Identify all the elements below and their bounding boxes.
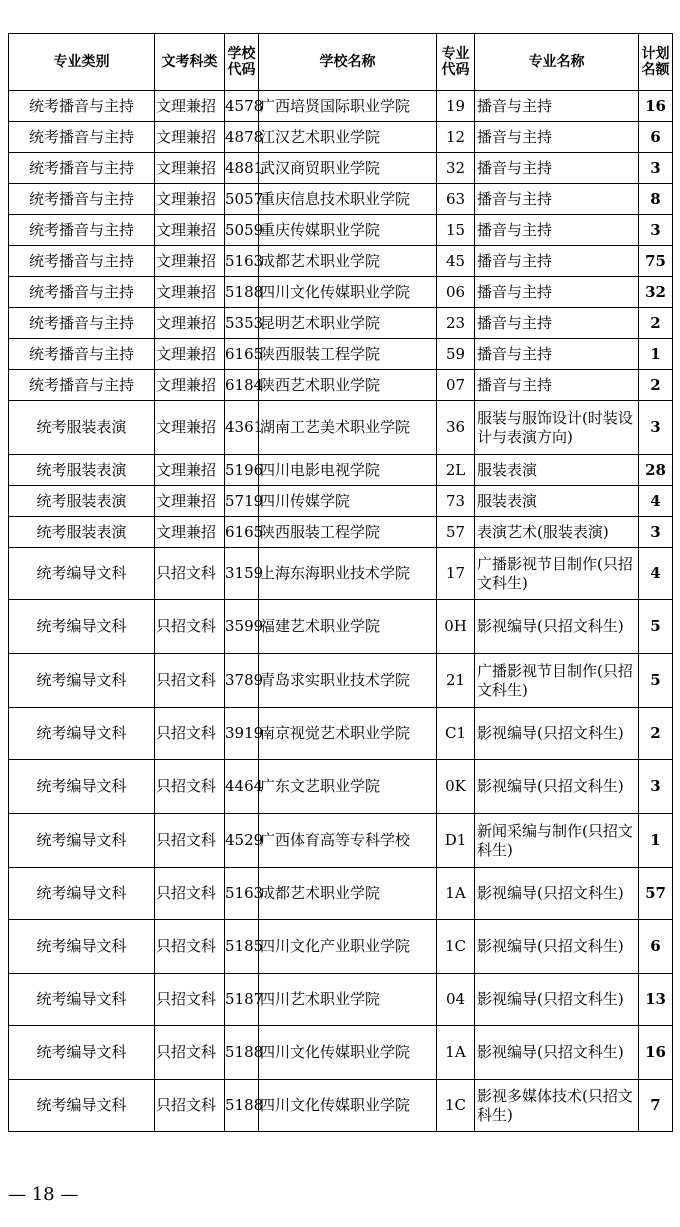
cell-subject-type: 只招文科 <box>155 600 225 654</box>
cell-school-code: 6165 <box>225 517 259 548</box>
cell-school-name: 昆明艺术职业学院 <box>259 308 437 339</box>
table-row <box>9 974 673 1026</box>
cell-category: 统考播音与主持 <box>9 339 155 370</box>
cell-subject-type: 只招文科 <box>155 654 225 708</box>
table-row <box>9 654 673 708</box>
cell-major-name: 影视编导(只招文科生) <box>475 708 639 760</box>
cell-school-code: 6184 <box>225 370 259 401</box>
table-row <box>9 814 673 868</box>
cell-school-code: 5719 <box>225 486 259 517</box>
cell-major-name: 服装表演 <box>475 455 639 486</box>
cell-category: 统考播音与主持 <box>9 370 155 401</box>
cell-major-code: 1A <box>437 1026 475 1080</box>
header-major-code: 专业代码 <box>437 34 475 91</box>
cell-subject-type: 只招文科 <box>155 760 225 814</box>
cell-major-name: 影视编导(只招文科生) <box>475 760 639 814</box>
cell-school-name: 江汉艺术职业学院 <box>259 122 437 153</box>
cell-quota: 2 <box>639 370 673 401</box>
cell-school-name: 四川文化传媒职业学院 <box>259 1026 437 1080</box>
cell-category: 统考编导文科 <box>9 1026 155 1080</box>
cell-major-name: 播音与主持 <box>475 91 639 122</box>
cell-major-code: 19 <box>437 91 475 122</box>
cell-subject-type: 文理兼招 <box>155 308 225 339</box>
cell-school-code: 5188 <box>225 1026 259 1080</box>
cell-school-name: 四川传媒学院 <box>259 486 437 517</box>
table-row <box>9 401 673 455</box>
cell-quota: 7 <box>639 1080 673 1132</box>
cell-quota: 16 <box>639 91 673 122</box>
header-school-code: 学校代码 <box>225 34 259 91</box>
cell-major-name: 新闻采编与制作(只招文科生) <box>475 814 639 868</box>
cell-quota: 57 <box>639 868 673 920</box>
cell-quota: 3 <box>639 760 673 814</box>
table-row <box>9 920 673 974</box>
table-row <box>9 91 673 122</box>
cell-quota: 16 <box>639 1026 673 1080</box>
page-number: — 18 — <box>8 1184 79 1205</box>
cell-school-code: 6165 <box>225 339 259 370</box>
cell-subject-type: 文理兼招 <box>155 246 225 277</box>
cell-quota: 75 <box>639 246 673 277</box>
admission-plan-table <box>8 33 673 1132</box>
cell-category: 统考播音与主持 <box>9 153 155 184</box>
cell-school-code: 4578 <box>225 91 259 122</box>
cell-major-name: 影视编导(只招文科生) <box>475 974 639 1026</box>
table-row <box>9 455 673 486</box>
cell-school-name: 重庆信息技术职业学院 <box>259 184 437 215</box>
cell-school-code: 5163 <box>225 868 259 920</box>
cell-school-name: 陕西艺术职业学院 <box>259 370 437 401</box>
cell-category: 统考编导文科 <box>9 760 155 814</box>
cell-quota: 3 <box>639 153 673 184</box>
cell-major-name: 播音与主持 <box>475 184 639 215</box>
cell-category: 统考播音与主持 <box>9 184 155 215</box>
cell-quota: 2 <box>639 308 673 339</box>
cell-quota: 1 <box>639 339 673 370</box>
cell-school-code: 4878 <box>225 122 259 153</box>
cell-major-name: 播音与主持 <box>475 339 639 370</box>
cell-school-name: 成都艺术职业学院 <box>259 246 437 277</box>
table-row <box>9 517 673 548</box>
header-school-name: 学校名称 <box>259 34 437 91</box>
cell-major-code: C1 <box>437 708 475 760</box>
cell-school-code: 5187 <box>225 974 259 1026</box>
cell-subject-type: 文理兼招 <box>155 486 225 517</box>
cell-major-code: 12 <box>437 122 475 153</box>
cell-major-code: 04 <box>437 974 475 1026</box>
cell-school-name: 陕西服装工程学院 <box>259 339 437 370</box>
cell-school-code: 3599 <box>225 600 259 654</box>
cell-major-name: 播音与主持 <box>475 277 639 308</box>
cell-quota: 6 <box>639 122 673 153</box>
cell-major-name: 播音与主持 <box>475 308 639 339</box>
cell-quota: 3 <box>639 401 673 455</box>
cell-major-code: 1C <box>437 920 475 974</box>
cell-category: 统考服装表演 <box>9 455 155 486</box>
cell-quota: 8 <box>639 184 673 215</box>
cell-major-name: 影视编导(只招文科生) <box>475 1026 639 1080</box>
cell-category: 统考播音与主持 <box>9 122 155 153</box>
cell-quota: 6 <box>639 920 673 974</box>
cell-school-name: 四川电影电视学院 <box>259 455 437 486</box>
table-row <box>9 122 673 153</box>
cell-category: 统考编导文科 <box>9 548 155 600</box>
cell-quota: 5 <box>639 654 673 708</box>
cell-school-name: 武汉商贸职业学院 <box>259 153 437 184</box>
cell-quota: 4 <box>639 486 673 517</box>
cell-school-code: 5163 <box>225 246 259 277</box>
cell-major-code: 07 <box>437 370 475 401</box>
cell-school-name: 湖南工艺美术职业学院 <box>259 401 437 455</box>
cell-school-code: 5188 <box>225 1080 259 1132</box>
header-subject-type: 文考科类 <box>155 34 225 91</box>
cell-school-name: 四川艺术职业学院 <box>259 974 437 1026</box>
cell-category: 统考播音与主持 <box>9 215 155 246</box>
cell-school-name: 青岛求实职业技术学院 <box>259 654 437 708</box>
cell-major-name: 影视编导(只招文科生) <box>475 920 639 974</box>
cell-subject-type: 只招文科 <box>155 920 225 974</box>
cell-category: 统考编导文科 <box>9 1080 155 1132</box>
cell-major-code: 45 <box>437 246 475 277</box>
cell-school-name: 四川文化产业职业学院 <box>259 920 437 974</box>
cell-major-code: 23 <box>437 308 475 339</box>
cell-quota: 1 <box>639 814 673 868</box>
cell-quota: 13 <box>639 974 673 1026</box>
cell-school-name: 成都艺术职业学院 <box>259 868 437 920</box>
cell-school-name: 广东文艺职业学院 <box>259 760 437 814</box>
cell-major-name: 广播影视节目制作(只招文科生) <box>475 654 639 708</box>
cell-major-name: 影视编导(只招文科生) <box>475 600 639 654</box>
cell-subject-type: 只招文科 <box>155 814 225 868</box>
cell-major-name: 播音与主持 <box>475 153 639 184</box>
cell-quota: 32 <box>639 277 673 308</box>
cell-category: 统考服装表演 <box>9 517 155 548</box>
cell-category: 统考编导文科 <box>9 814 155 868</box>
table-row <box>9 308 673 339</box>
cell-major-name: 影视多媒体技术(只招文科生) <box>475 1080 639 1132</box>
cell-school-name: 四川文化传媒职业学院 <box>259 277 437 308</box>
table-row <box>9 868 673 920</box>
cell-subject-type: 文理兼招 <box>155 215 225 246</box>
cell-major-code: 73 <box>437 486 475 517</box>
table-row <box>9 708 673 760</box>
cell-major-code: 57 <box>437 517 475 548</box>
cell-major-code: 21 <box>437 654 475 708</box>
cell-school-code: 5196 <box>225 455 259 486</box>
table-header-row <box>9 34 673 91</box>
cell-school-code: 5059 <box>225 215 259 246</box>
cell-quota: 3 <box>639 215 673 246</box>
cell-subject-type: 只招文科 <box>155 548 225 600</box>
cell-category: 统考编导文科 <box>9 974 155 1026</box>
cell-subject-type: 文理兼招 <box>155 153 225 184</box>
cell-major-code: 0K <box>437 760 475 814</box>
cell-major-code: 1A <box>437 868 475 920</box>
cell-major-name: 播音与主持 <box>475 122 639 153</box>
cell-school-name: 南京视觉艺术职业学院 <box>259 708 437 760</box>
cell-major-name: 播音与主持 <box>475 215 639 246</box>
cell-category: 统考播音与主持 <box>9 91 155 122</box>
header-category: 专业类别 <box>9 34 155 91</box>
cell-category: 统考编导文科 <box>9 868 155 920</box>
cell-major-code: 59 <box>437 339 475 370</box>
cell-category: 统考播音与主持 <box>9 277 155 308</box>
cell-category: 统考播音与主持 <box>9 246 155 277</box>
cell-school-name: 重庆传媒职业学院 <box>259 215 437 246</box>
cell-category: 统考播音与主持 <box>9 308 155 339</box>
cell-subject-type: 文理兼招 <box>155 122 225 153</box>
cell-major-code: 17 <box>437 548 475 600</box>
cell-school-code: 3789 <box>225 654 259 708</box>
table-row <box>9 1080 673 1132</box>
cell-major-name: 服装与服饰设计(时装设计与表演方向) <box>475 401 639 455</box>
table-row <box>9 486 673 517</box>
cell-major-code: 63 <box>437 184 475 215</box>
cell-category: 统考编导文科 <box>9 708 155 760</box>
cell-school-code: 4529 <box>225 814 259 868</box>
cell-subject-type: 文理兼招 <box>155 339 225 370</box>
cell-subject-type: 文理兼招 <box>155 91 225 122</box>
cell-school-name: 福建艺术职业学院 <box>259 600 437 654</box>
cell-quota: 5 <box>639 600 673 654</box>
cell-school-code: 4464 <box>225 760 259 814</box>
cell-school-code: 5188 <box>225 277 259 308</box>
cell-subject-type: 只招文科 <box>155 868 225 920</box>
cell-category: 统考服装表演 <box>9 486 155 517</box>
cell-major-name: 播音与主持 <box>475 370 639 401</box>
table-row <box>9 246 673 277</box>
cell-subject-type: 文理兼招 <box>155 401 225 455</box>
table-row <box>9 600 673 654</box>
table-row <box>9 1026 673 1080</box>
table-row <box>9 370 673 401</box>
cell-school-name: 广西体育高等专科学校 <box>259 814 437 868</box>
cell-school-code: 4361 <box>225 401 259 455</box>
cell-major-code: 32 <box>437 153 475 184</box>
cell-quota: 4 <box>639 548 673 600</box>
cell-major-name: 影视编导(只招文科生) <box>475 868 639 920</box>
cell-category: 统考服装表演 <box>9 401 155 455</box>
cell-school-code: 3919 <box>225 708 259 760</box>
cell-major-code: 0H <box>437 600 475 654</box>
cell-school-code: 4881 <box>225 153 259 184</box>
cell-subject-type: 文理兼招 <box>155 370 225 401</box>
cell-major-code: 36 <box>437 401 475 455</box>
cell-major-name: 广播影视节目制作(只招文科生) <box>475 548 639 600</box>
cell-school-name: 上海东海职业技术学院 <box>259 548 437 600</box>
table-row <box>9 760 673 814</box>
cell-subject-type: 只招文科 <box>155 1026 225 1080</box>
table-row <box>9 548 673 600</box>
table-row <box>9 215 673 246</box>
header-quota: 计划名额 <box>639 34 673 91</box>
cell-major-name: 服装表演 <box>475 486 639 517</box>
cell-major-code: D1 <box>437 814 475 868</box>
cell-school-code: 3159 <box>225 548 259 600</box>
cell-subject-type: 文理兼招 <box>155 277 225 308</box>
cell-subject-type: 文理兼招 <box>155 517 225 548</box>
cell-major-name: 播音与主持 <box>475 246 639 277</box>
cell-major-code: 2L <box>437 455 475 486</box>
cell-subject-type: 只招文科 <box>155 708 225 760</box>
cell-school-code: 5185 <box>225 920 259 974</box>
cell-subject-type: 只招文科 <box>155 974 225 1026</box>
table-row <box>9 339 673 370</box>
header-major-name: 专业名称 <box>475 34 639 91</box>
cell-quota: 3 <box>639 517 673 548</box>
table-row <box>9 184 673 215</box>
cell-quota: 2 <box>639 708 673 760</box>
table-row <box>9 277 673 308</box>
cell-school-code: 5353 <box>225 308 259 339</box>
cell-category: 统考编导文科 <box>9 920 155 974</box>
cell-school-name: 陕西服装工程学院 <box>259 517 437 548</box>
cell-school-code: 5057 <box>225 184 259 215</box>
cell-school-name: 广西培贤国际职业学院 <box>259 91 437 122</box>
cell-major-name: 表演艺术(服装表演) <box>475 517 639 548</box>
cell-school-name: 四川文化传媒职业学院 <box>259 1080 437 1132</box>
cell-category: 统考编导文科 <box>9 654 155 708</box>
cell-subject-type: 只招文科 <box>155 1080 225 1132</box>
cell-major-code: 15 <box>437 215 475 246</box>
cell-category: 统考编导文科 <box>9 600 155 654</box>
cell-major-code: 06 <box>437 277 475 308</box>
table-row <box>9 153 673 184</box>
cell-major-code: 1C <box>437 1080 475 1132</box>
cell-subject-type: 文理兼招 <box>155 184 225 215</box>
cell-subject-type: 文理兼招 <box>155 455 225 486</box>
cell-quota: 28 <box>639 455 673 486</box>
table-body <box>9 91 673 1132</box>
